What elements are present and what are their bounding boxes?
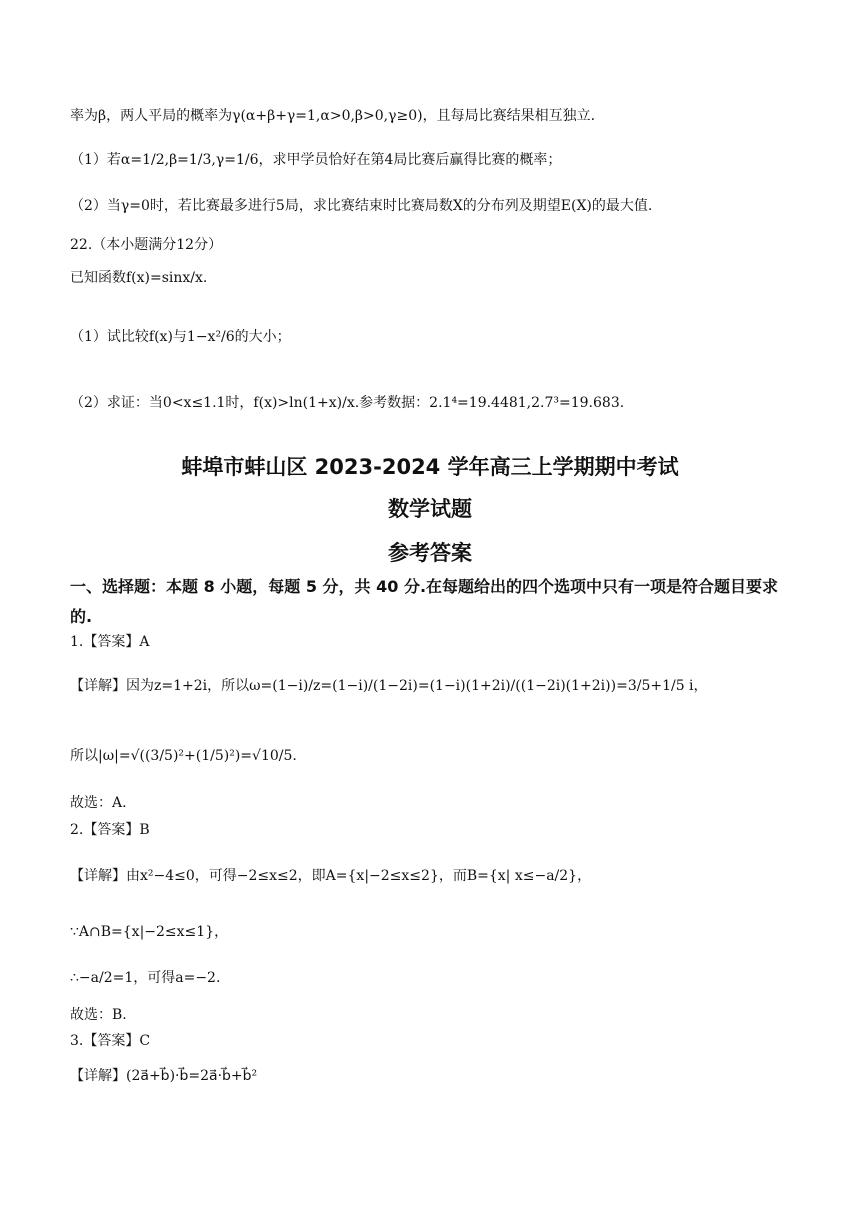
q22-part2 [70,393,624,413]
q22-given [70,268,207,288]
answer-1-label: 1.【答案】A [70,634,150,650]
answers-title: 参考答案 [388,541,472,565]
q22-part2-text: （2）求证：当0<x≤1.1时，f(x)>ln(1+x)/x.参考数据：2.1⁴=19.4481,2.7³=19.683. [70,395,625,411]
q21-part1-text: （1）若α=1/2,β=1/3,γ=1/6，求甲学员恰好在第4局比赛后赢得比赛的概率； [70,152,562,168]
answer-2-choice: 故选：B. [70,1007,127,1023]
answer-2-label: 2.【答案】B [70,822,150,838]
answer-2-solve [70,968,220,988]
answer-1-detail [70,676,708,696]
answer-1-modulus [70,746,297,766]
answer-3-label: 3.【答案】C [70,1033,151,1049]
answer-1-modulus-text: 所以|ω|=√((3/5)²+(1/5)²)=√10/5. [70,748,297,764]
answer-2-intersection-text: ∵A∩B={x|−2≤x≤1}， [70,924,229,940]
q21-intro-text: 率为β，两人平局的概率为γ(α+β+γ=1,α>0,β>0,γ≥0)，且每局比赛结果相互独立. [70,108,596,124]
q21-part2-text: （2）当γ=0时，若比赛最多进行5局，求比赛结束时比赛局数X的分布列及期望E(X)的最大值. [70,198,653,214]
q21-intro [70,106,595,126]
answer-2-detail-text: 【详解】由x²−4≤0，可得−2≤x≤2，即A={x|−2≤x≤2}，而B={x| x≤−a/2}， [70,868,592,884]
q22-header-text: 22.（本小题满分12分） [70,237,223,253]
answer-3-detail-text: 【详解】(2a⃗+b⃗)·b⃗=2a⃗·b⃗+b⃗² [70,1068,258,1084]
q22-given-text: 已知函数f(x)=sinx/x. [70,270,208,286]
q22-part1-text: （1）试比较f(x)与1−x²/6的大小； [70,329,291,345]
section-heading: 一、选择题：本题 8 小题，每题 5 分，共 40 分.在每题给出的四个选项中只有一项是符合题目要求的. [70,577,779,626]
answer-1-detail-text: 【详解】因为z=1+2i，所以ω=(1−i)/z=(1−i)/(1−2i)=(1−i)(1+2i)/((1−2i)(1+2i))=3/5+1/5 i， [70,678,708,694]
answer-2-solve-text: ∴−a/2=1，可得a=−2. [70,970,221,986]
answer-2-detail [70,866,591,886]
q21-part1 [70,150,561,170]
q21-part2 [70,196,652,216]
subject-title: 数学试题 [388,497,472,521]
q22-part1 [70,327,291,347]
answer-3-detail [70,1066,257,1086]
exam-title: 蚌埠市蚌山区 2023-2024 学年高三上学期期中考试 [181,455,679,479]
answer-2-intersection [70,922,228,942]
q22-header [70,235,222,255]
answer-1-choice: 故选：A. [70,795,127,811]
